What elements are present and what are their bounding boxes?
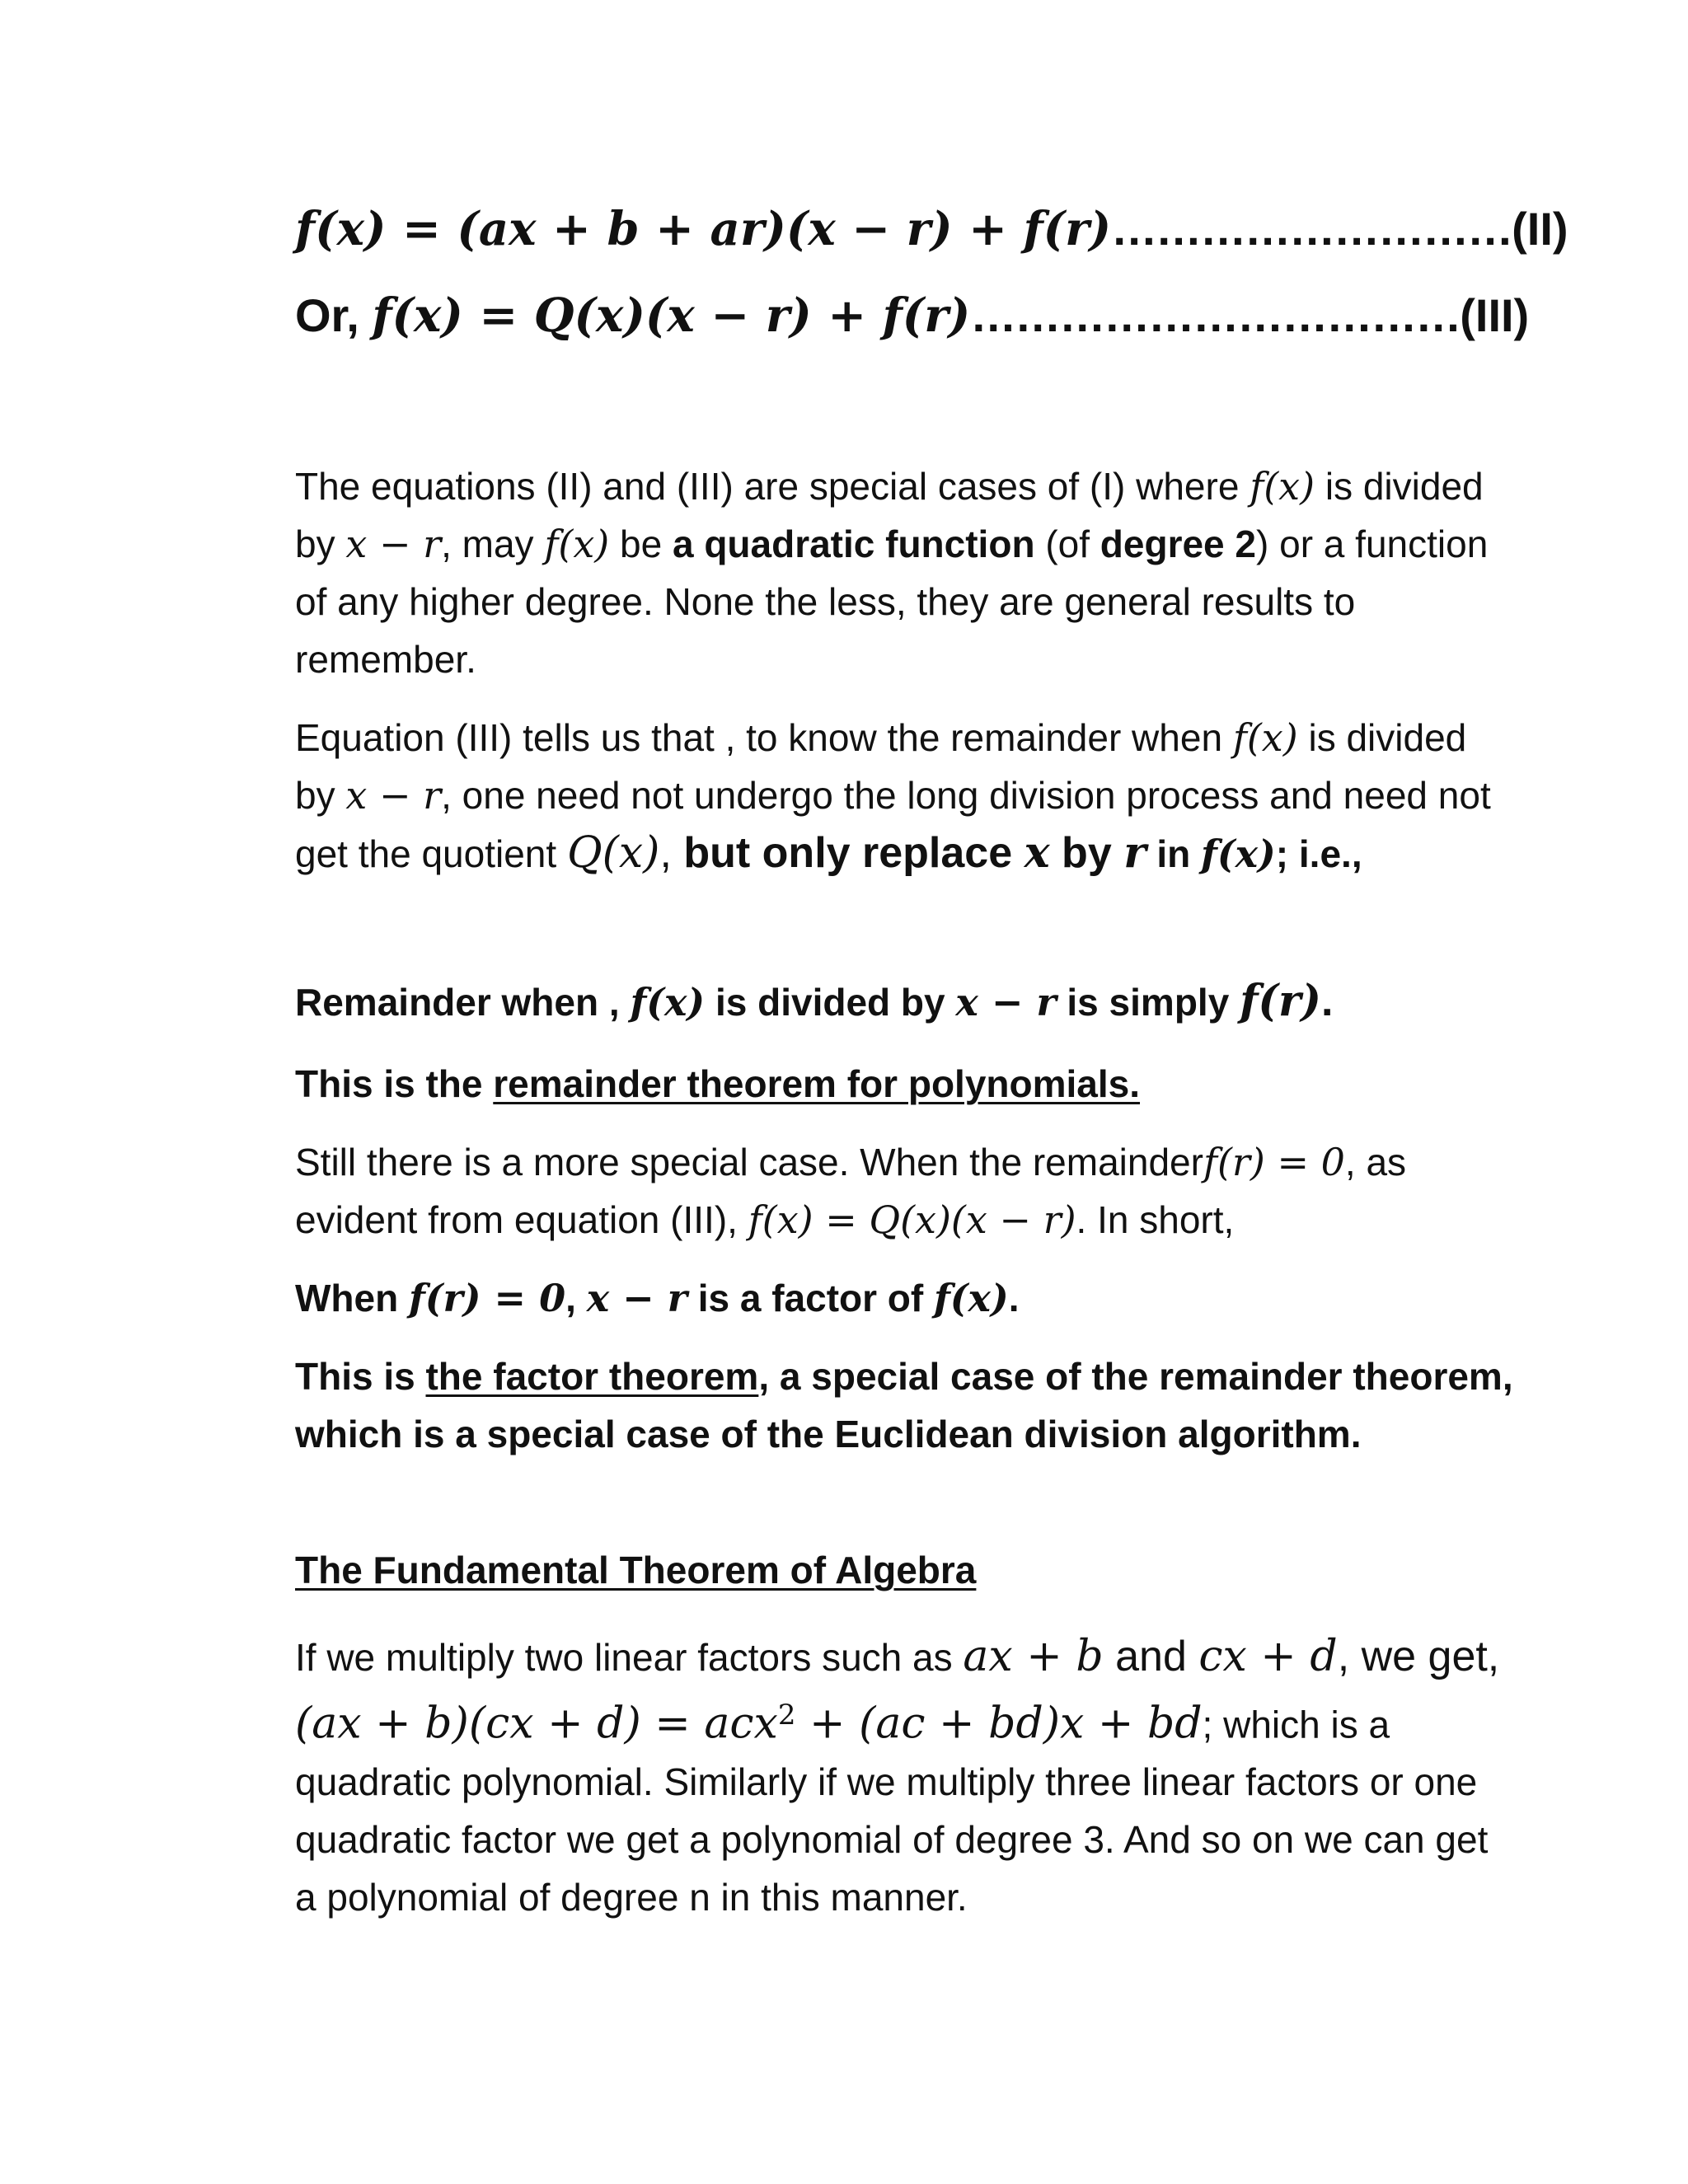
math: x <box>1024 827 1050 878</box>
math: x − r <box>586 1276 687 1320</box>
math: ax + b <box>963 1632 1104 1681</box>
text: , we get, <box>1337 1633 1500 1680</box>
math: f(x) <box>630 980 706 1024</box>
math: f(r) = 0 <box>408 1276 566 1320</box>
paragraph-equation-iii <box>295 709 1515 883</box>
text: . <box>1321 977 1334 1025</box>
text: is divided by <box>295 716 1467 817</box>
text: , <box>659 829 684 877</box>
math: r <box>1123 827 1146 878</box>
factor-theorem-paragraph <box>295 1347 1515 1463</box>
text: Still there is a more special case. When the remainder <box>295 1141 1203 1183</box>
math: x − r <box>345 773 442 818</box>
math: f(x) <box>544 522 610 566</box>
remainder-theorem-line <box>295 1055 1515 1113</box>
underlined-text: remainder theorem for polynomials. <box>493 1062 1141 1105</box>
section-heading: The Fundamental Theorem of Algebra <box>295 1549 977 1591</box>
equation-iii-label: (III) <box>1460 289 1530 341</box>
math: cx + d <box>1198 1632 1338 1681</box>
math: f(r) <box>1240 976 1322 1026</box>
text: ) or a function of any higher degree. None the less, they are general results to remember. <box>295 523 1489 681</box>
paragraph-special-case <box>295 1133 1515 1249</box>
bold-text: degree 2 <box>1100 523 1257 565</box>
text: is divided by <box>295 465 1484 565</box>
superscript: 2 <box>777 1699 796 1732</box>
paragraph-fundamental-theorem <box>295 1628 1515 1926</box>
underlined-text: the factor theorem <box>425 1355 759 1398</box>
equation-ii-label: (II) <box>1512 203 1568 255</box>
text: is divided by <box>705 981 956 1024</box>
text: Remainder when , <box>295 981 631 1024</box>
text: Equation (III) tells us that , to know the remainder when <box>295 716 1233 759</box>
text: is a factor of <box>687 1277 934 1319</box>
text: , a special case of the remainder theorem, which is a special case of the Euclidean division algorithm. <box>295 1355 1513 1455</box>
text: The equations (II) and (III) are special cases of (I) where <box>295 465 1250 508</box>
text: is simply <box>1056 981 1240 1024</box>
math: f(r) = 0 <box>1203 1140 1345 1184</box>
text: This is the <box>295 1062 494 1105</box>
equation-iii-dots: …………………………… <box>970 289 1461 341</box>
math: f(x) <box>1201 832 1276 876</box>
math: x − r <box>955 980 1057 1024</box>
math: f(x) <box>1250 464 1315 509</box>
text: , as evident from equation (III), <box>295 1141 1407 1241</box>
text: , may <box>441 523 545 565</box>
text: , one need not undergo the long division process and need not get the quotient <box>295 774 1491 875</box>
text: and <box>1103 1633 1199 1680</box>
text: be <box>609 523 673 565</box>
text: (of <box>1034 523 1100 565</box>
text: . <box>1008 1277 1020 1319</box>
text: When <box>295 1277 409 1319</box>
math: f(x) = Q(x)(x − r) <box>748 1197 1076 1242</box>
factor-statement <box>295 1269 1515 1327</box>
equation-ii-expression: f(x) = (ax + b + ar)(x − r) + f(r) <box>295 202 1112 256</box>
math: f(x) <box>1232 715 1298 760</box>
bold-text: a quadratic function <box>672 523 1035 565</box>
bold-text: by <box>1049 829 1124 877</box>
text: ; which is a quadratic polynomial. Similarly if we multiply three linear factors or one quadratic factor we get a polynomial of degree 3. And so on we can get a polynomial of degree n in this manner. <box>295 1703 1489 1919</box>
equation-iii <box>295 288 1530 343</box>
math: Q(x) <box>566 828 660 878</box>
equation-ii <box>295 202 1568 256</box>
equation-iii-prefix: Or, <box>295 289 359 341</box>
text: This is <box>295 1355 426 1398</box>
text: If we multiply two linear factors such as <box>295 1636 964 1679</box>
equation-ii-dots: ……………………… <box>1111 203 1512 255</box>
math: (ax + b)(cx + d) = acx <box>295 1699 778 1749</box>
remainder-statement <box>295 972 1515 1031</box>
bold-text: in <box>1146 832 1202 875</box>
bold-text: but only replace <box>683 829 1025 877</box>
math: x − r <box>345 522 442 566</box>
math: f(x) <box>934 1276 1009 1320</box>
bold-text: ; i.e., <box>1275 832 1362 875</box>
equation-iii-expression: f(x) = Q(x)(x − r) + f(r) <box>372 288 971 343</box>
text: , <box>565 1277 587 1319</box>
text: . In short, <box>1076 1198 1235 1241</box>
math: + (ac + bd)x + bd <box>795 1699 1203 1749</box>
paragraph-special-cases <box>295 457 1515 688</box>
